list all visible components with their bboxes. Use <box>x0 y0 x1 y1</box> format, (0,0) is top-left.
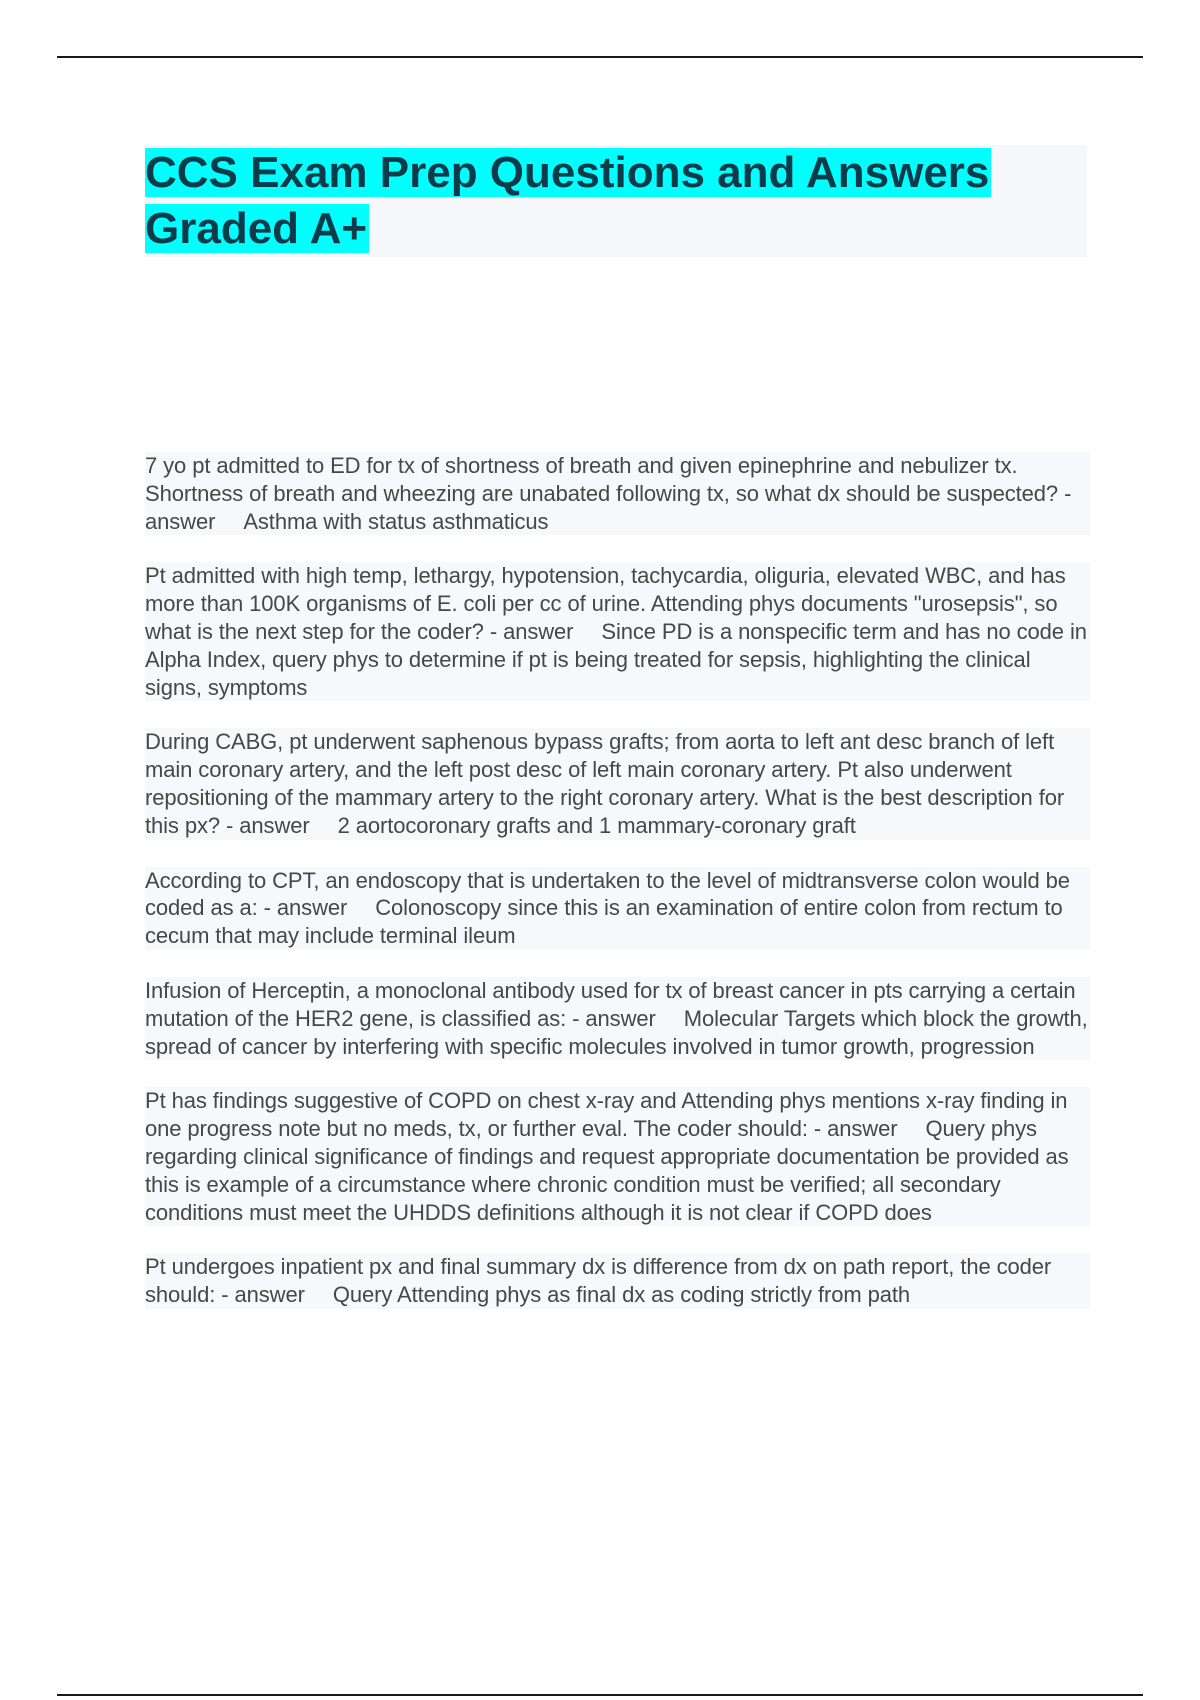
answer-text: Asthma with status asthmaticus <box>243 508 549 534</box>
qa-item <box>145 977 1090 1060</box>
title-line-2: Graded A+ <box>145 204 368 253</box>
page-title <box>145 145 1087 257</box>
answer-text: Since PD is a nonspecific term and has no code in Alpha Index, query phys to determine if pt is being treated for sepsis, highlighting the clinical signs, symptoms <box>145 618 1087 700</box>
title-block <box>145 145 1087 257</box>
question-text: 7 yo pt admitted to ED for tx of shortness of breath and given epinephrine and nebulizer tx. Shortness of breath and wheezing are unabated following tx, so what dx should be suspected? - answer <box>145 453 1072 534</box>
qa-item <box>145 452 1090 535</box>
answer-text: 2 aortocoronary grafts and 1 mammary-coronary graft <box>337 812 856 838</box>
qa-list <box>145 452 1090 1336</box>
footer-rule <box>57 1694 1143 1696</box>
answer-text: Colonoscopy since this is an examination of entire colon from rectum to cecum that may include terminal ileum <box>145 895 1063 949</box>
qa-item <box>145 562 1090 701</box>
answer-text: Query phys regarding clinical significance of findings and request appropriate documentation be provided as this is example of a circumstance where chronic condition must be verified; all secondary conditions must meet the UHDDS definitions although it is not clear if COPD does <box>145 1116 1069 1225</box>
qa-item <box>145 1087 1090 1226</box>
question-text: Pt admitted with high temp, lethargy, hypotension, tachycardia, oliguria, elevated WBC, and has more than 100K organisms of E. coli per cc of urine. Attending phys documents "urosepsis", so what is the next step for the coder? - answer <box>145 563 1066 644</box>
answer-text: Query Attending phys as final dx as coding strictly from path <box>332 1282 911 1308</box>
question-text: Pt undergoes inpatient px and final summary dx is difference from dx on path report, the coder should: - answer <box>145 1254 1052 1308</box>
answer-text: Molecular Targets which block the growth, spread of cancer by interfering with specific molecules involved in tumor growth, progression <box>145 1005 1088 1059</box>
question-text: According to CPT, an endoscopy that is undertaken to the level of midtransverse colon would be coded as a: - answer <box>145 867 1070 921</box>
question-text: During CABG, pt underwent saphenous bypass grafts; from aorta to left ant desc branch of left main coronary artery, and the left post desc of left main coronary artery. Pt also underwent repositioning of the mammary artery to the right coronary artery. What is the best description for this px? - answer <box>145 729 1065 838</box>
qa-item <box>145 867 1090 950</box>
question-text: Infusion of Herceptin, a monoclonal antibody used for tx of breast cancer in pts carrying a certain mutation of the HER2 gene, is classified as: - answer <box>145 977 1076 1031</box>
title-line-1: CCS Exam Prep Questions and Answers <box>145 148 990 197</box>
header-rule <box>57 56 1143 58</box>
question-text: Pt has findings suggestive of COPD on chest x-ray and Attending phys mentions x-ray finding in one progress note but no meds, tx, or further eval. The coder should: - answer <box>145 1088 1068 1142</box>
qa-item <box>145 1253 1090 1309</box>
qa-item <box>145 728 1090 839</box>
